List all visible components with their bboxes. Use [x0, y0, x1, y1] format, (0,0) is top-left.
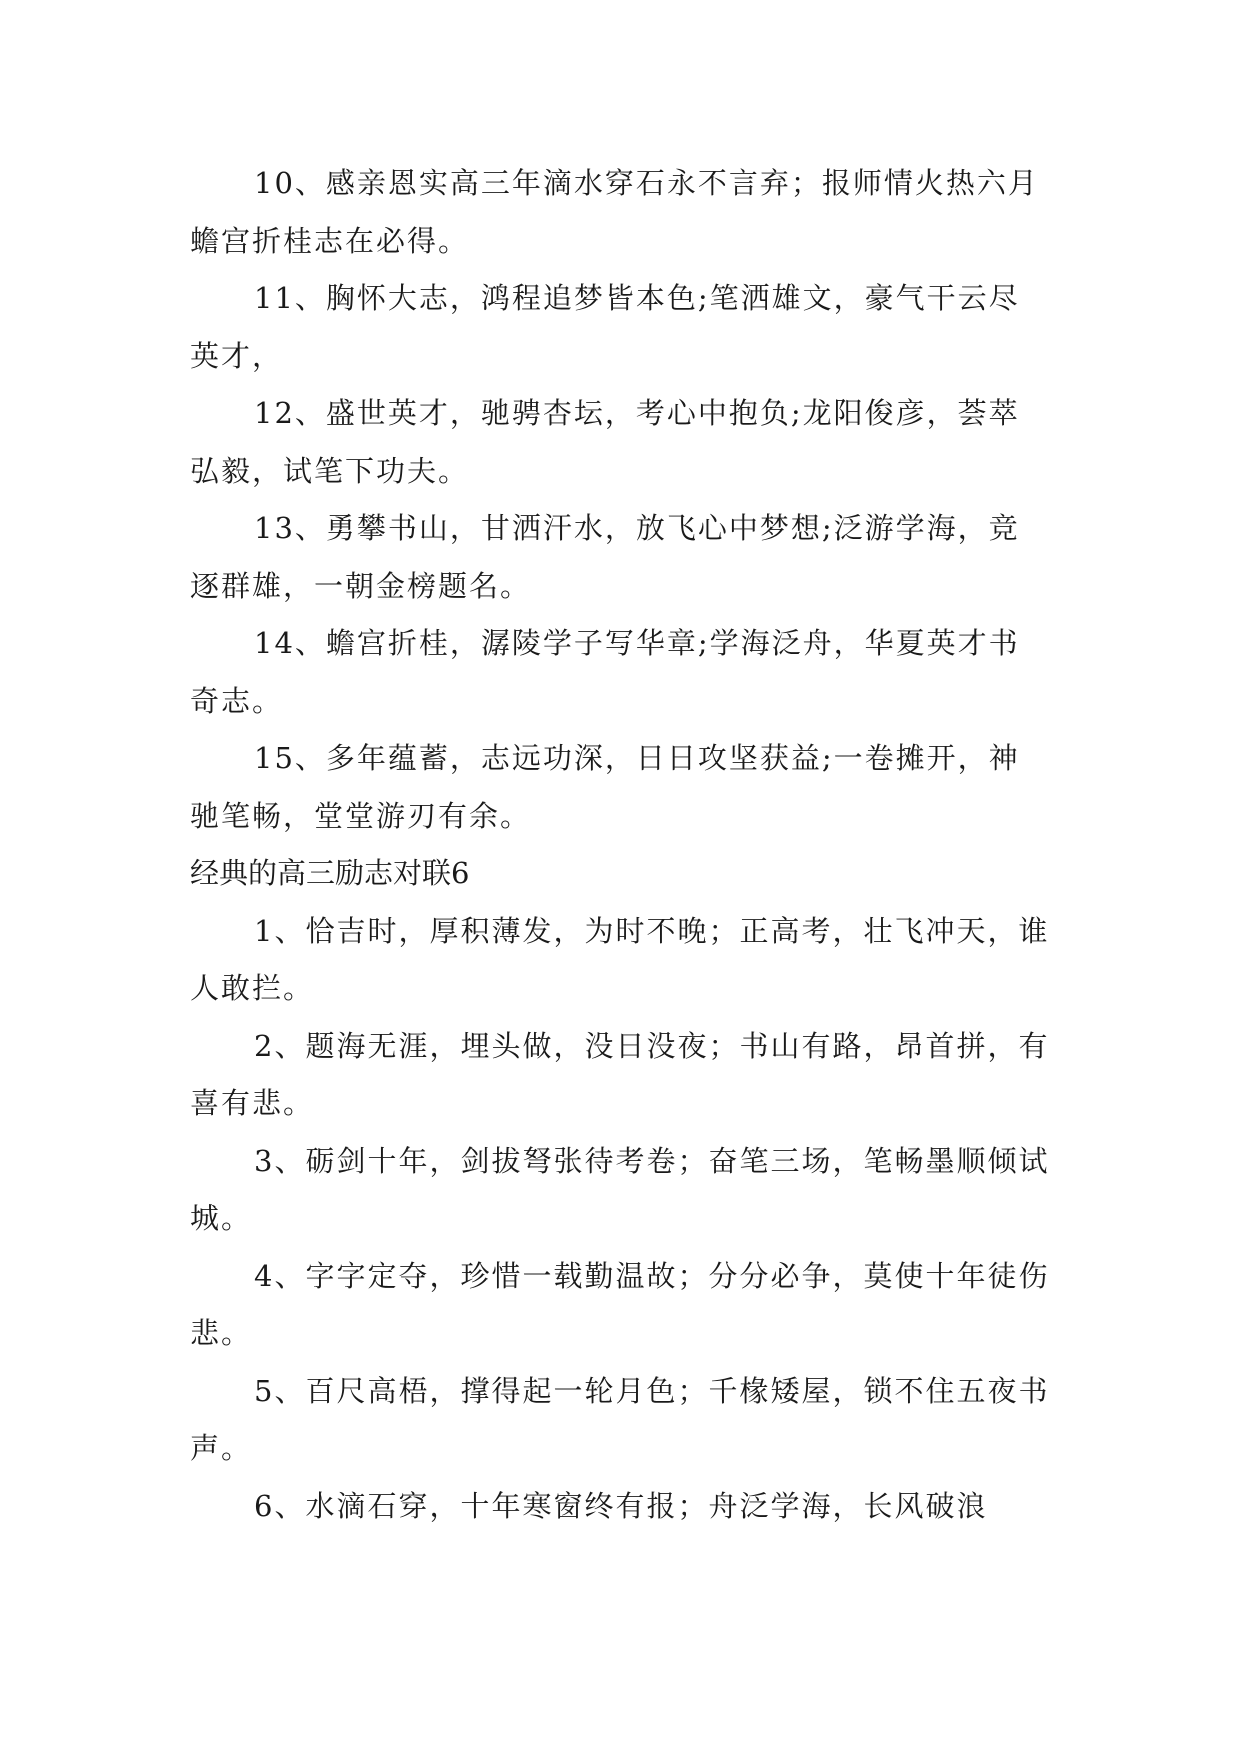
couplet-10: 10、感亲恩实高三年滴水穿石永不言弃；报师情火热六月蟾宫折桂志在必得。: [190, 166, 1039, 258]
section-couplet-4: 4、字字定夺，珍惜一载勤温故；分分必争，莫使十年徒伤悲。: [190, 1258, 1050, 1350]
couplet-14: 14、蟾宫折桂，潺陵学子写华章;学海泛舟，华夏英才书奇志。: [190, 626, 1020, 718]
section-couplet-3: 3、砺剑十年，剑拔弩张待考卷；奋笔三场，笔畅墨顺倾试城。: [190, 1143, 1050, 1235]
section-couplet-6: 6、水滴石穿，十年寒窗终有报；舟泛学海，长风破浪: [254, 1488, 988, 1523]
section-couplet-5: 5、百尺高梧，撑得起一轮月色；千椽矮屋，锁不住五夜书声。: [190, 1373, 1050, 1465]
document-body: [190, 155, 1050, 1535]
section-couplet-1: 1、恰吉时，厚积薄发，为时不晚；正高考，壮飞冲天，谁人敢拦。: [190, 913, 1050, 1005]
couplet-11: 11、胸怀大志，鸿程追梦皆本色;笔洒雄文，豪气干云尽英才，: [190, 281, 1020, 373]
couplet-12: 12、盛世英才，驰骋杏坛，考心中抱负;龙阳俊彦，荟萃弘毅，试笔下功夫。: [190, 396, 1020, 488]
couplet-15: 15、多年蕴蓄，志远功深，日日攻坚获益;一卷摊开，神驰笔畅，堂堂游刃有余。: [190, 741, 1020, 833]
couplet-13: 13、勇攀书山，甘洒汗水，放飞心中梦想;泛游学海，竞逐群雄，一朝金榜题名。: [190, 511, 1020, 603]
section-heading: 经典的高三励志对联6: [190, 856, 470, 890]
section-couplet-2: 2、题海无涯，埋头做，没日没夜；书山有路，昂首拼，有喜有悲。: [190, 1028, 1050, 1120]
